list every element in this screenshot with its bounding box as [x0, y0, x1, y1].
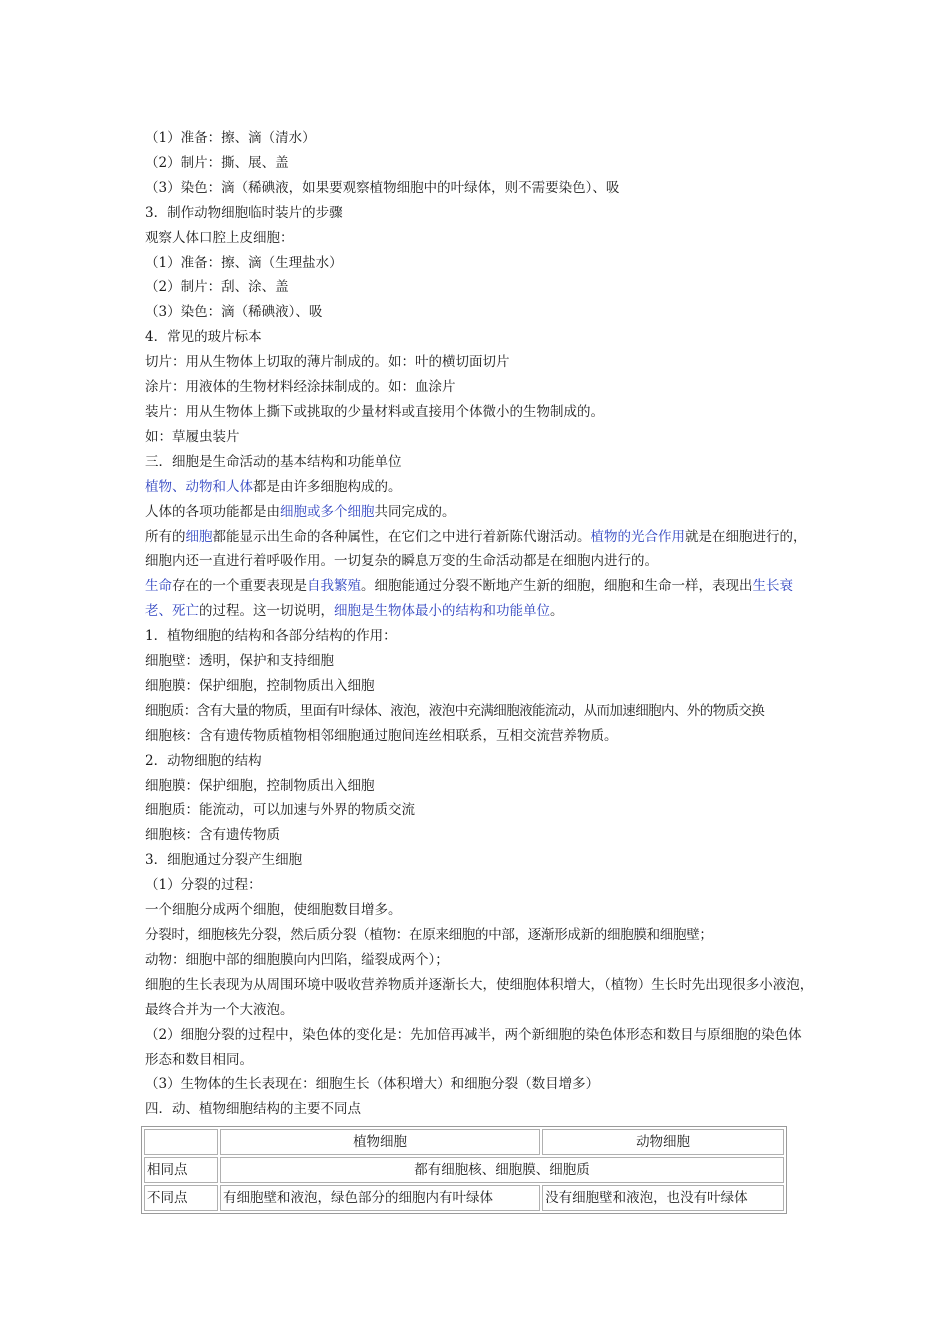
- text-line: 涂片：用液体的生物材料经涂抹制成的。如：血涂片: [145, 379, 456, 396]
- highlight-text: 生长衰老、死亡: [145, 578, 793, 620]
- text-line: 如：草履虫装片: [145, 428, 240, 445]
- text-line: 分裂时，细胞核先分裂，然后质分裂（植物：在原来细胞的中部，逐渐形成新的细胞膜和细胞壁；: [145, 927, 713, 943]
- document-body: [145, 126, 815, 1214]
- table-row: [144, 1185, 784, 1211]
- highlight-text: 细胞或多个细胞: [280, 503, 375, 520]
- paragraph: （2）细胞分裂的过程中，染色体的变化是：先加倍再减半，两个新细胞的染色体形态和数目与原细胞的染色体形态和数目相同。: [145, 1026, 802, 1068]
- paragraph: [145, 574, 815, 624]
- paragraph: [145, 500, 815, 525]
- text-line: 细胞质：含有大量的物质，里面有叶绿体、液泡，液泡中充满细胞液能流动，从而加速细胞内、外的物质交换: [145, 702, 765, 719]
- text-line: 细胞壁：透明，保护和支持细胞: [145, 653, 334, 670]
- highlight-text: 自我繁殖: [307, 578, 361, 595]
- table-cell: 有细胞壁和液泡，绿色部分的细胞内有叶绿体: [220, 1185, 540, 1211]
- table-cell: 都有细胞核、细胞膜、细胞质: [220, 1157, 784, 1183]
- section-heading: 4．常见的玻片标本: [145, 329, 262, 346]
- section-heading: 2．动物细胞的结构: [145, 752, 262, 769]
- text-line: 细胞核：含有遗传物质植物相邻细胞通过胞间连丝相联系，互相交流营养物质。: [145, 727, 618, 744]
- table-cell: 没有细胞壁和液泡，也没有叶绿体: [542, 1185, 784, 1211]
- text-line: 切片：用从生物体上切取的薄片制成的。如：叶的横切面切片: [145, 354, 510, 371]
- table-header-cell: [144, 1129, 218, 1155]
- text-line: 细胞膜：保护细胞，控制物质出入细胞: [145, 677, 375, 694]
- highlight-text: 生命: [145, 578, 172, 595]
- table-row-label: 不同点: [144, 1185, 218, 1211]
- text-line: 动物：细胞中部的细胞膜向内凹陷，缢裂成两个）；: [145, 951, 449, 968]
- text-line: （3）染色：滴（稀碘液）、吸: [145, 304, 323, 321]
- highlight-text: 细胞是生物体最小的结构和功能单位: [334, 603, 550, 620]
- text-span: 就是在细胞进行的，细胞内还一直进行着呼吸作用。一切复杂的瞬息万变的生命活动都是在细胞内进行的。: [145, 528, 807, 570]
- section-heading: 3．细胞通过分裂产生细胞: [145, 852, 303, 869]
- paragraph: [145, 525, 815, 575]
- text-line: （1）准备：擦、滴（清水）: [145, 130, 316, 146]
- text-line: 细胞质：能流动，可以加速与外界的物质交流: [145, 802, 415, 819]
- text-span: 都是由许多细胞构成的。: [253, 478, 402, 495]
- text-line: 装片：用从生物体上撕下或挑取的少量材料或直接用个体微小的生物制成的。: [145, 403, 604, 420]
- text-line: （2）制片：撕、展、盖: [145, 154, 289, 171]
- comparison-table: [141, 1126, 787, 1214]
- text-span: 都能显示出生命的各种属性，在它们之中进行着新陈代谢活动。: [212, 528, 591, 545]
- text-span: 共同完成的。: [374, 503, 456, 520]
- highlight-text: 植物的光合作用: [590, 528, 685, 545]
- text-span: 。: [550, 603, 564, 620]
- text-line: 细胞核：含有遗传物质: [145, 827, 280, 844]
- text-line: 细胞膜：保护细胞，控制物质出入细胞: [145, 777, 375, 794]
- text-line: （3）生物体的生长表现在：细胞生长（体积增大）和细胞分裂（数目增多）: [145, 1076, 600, 1093]
- text-line: 一个细胞分成两个细胞，使细胞数目增多。: [145, 902, 402, 919]
- text-line: （2）制片：刮、涂、盖: [145, 279, 289, 296]
- paragraph: 细胞的生长表现为从周围环境中吸收营养物质并逐渐长大，使细胞体积增大，（植物）生长时先出现很多小液泡，最终合并为一个大液泡。: [145, 976, 814, 1018]
- highlight-text: 植物、动物和人体: [145, 478, 253, 495]
- table-header-row: [144, 1129, 784, 1155]
- text-line: （1）准备：擦、滴（生理盐水）: [145, 254, 343, 271]
- text-line: 观察人体口腔上皮细胞：: [145, 229, 294, 246]
- table-row-label: 相同点: [144, 1157, 218, 1183]
- text-line: （1）分裂的过程：: [145, 877, 262, 894]
- text-span: 。细胞能通过分裂不断地产生新的细胞，细胞和生命一样，表现出: [361, 578, 753, 595]
- section-heading: 1．植物细胞的结构和各部分结构的作用：: [145, 628, 397, 645]
- section-heading: 3．制作动物细胞临时装片的步骤: [145, 204, 343, 221]
- table-header-cell: 动物细胞: [542, 1129, 784, 1155]
- paragraph: [145, 475, 815, 500]
- highlight-text: 细胞: [185, 528, 213, 545]
- section-heading: 四．动、植物细胞结构的主要不同点: [145, 1101, 361, 1118]
- text-line: （3）染色：滴（稀碘液，如果要观察植物细胞中的叶绿体，则不需要染色）、吸: [145, 179, 620, 196]
- table-header-cell: 植物细胞: [220, 1129, 540, 1155]
- section-heading: 三．细胞是生命活动的基本结构和功能单位: [145, 453, 402, 470]
- text-span: 所有的: [145, 528, 186, 545]
- text-span: 人体的各项功能都是由: [145, 503, 280, 520]
- table-row: [144, 1157, 784, 1183]
- text-span: 存在的一个重要表现是: [172, 578, 307, 595]
- text-span: 的过程。这一切说明，: [199, 603, 334, 620]
